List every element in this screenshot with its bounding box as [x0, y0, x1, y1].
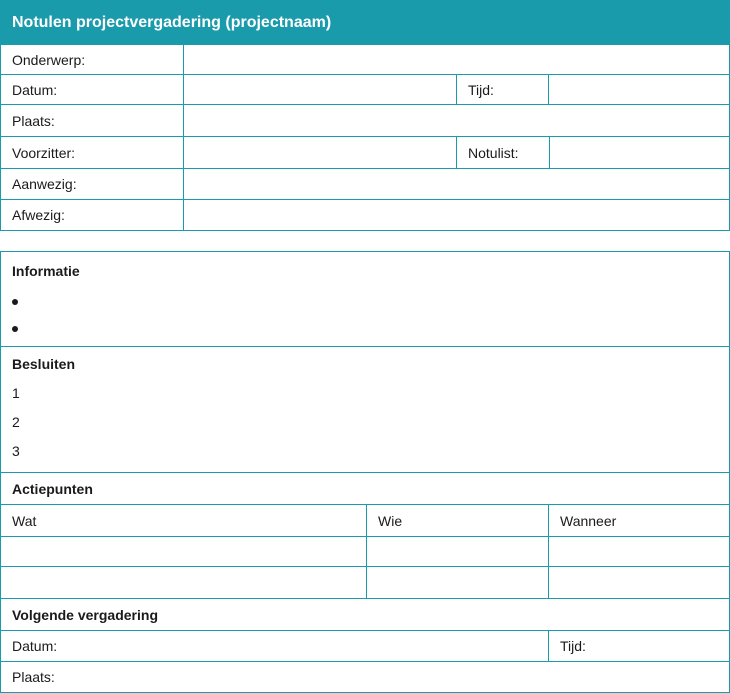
informatie-section[interactable] — [0, 251, 730, 347]
bullet-icon — [12, 326, 18, 332]
volgende-plaats-field[interactable] — [0, 661, 730, 693]
actie-row-1-wie[interactable] — [366, 536, 549, 567]
besluit-number-1: 1 — [12, 385, 20, 401]
besluit-number-2: 2 — [12, 414, 20, 430]
col-header-wie-text: Wie — [378, 512, 403, 529]
afwezig-label-text: Afwezig: — [12, 207, 65, 223]
document-title: Notulen projectvergadering (projectnaam) — [0, 0, 730, 45]
datum-label — [0, 74, 184, 105]
notulist-label-text: Notulist: — [468, 144, 519, 161]
onderwerp-field[interactable] — [183, 44, 730, 75]
col-header-wat — [0, 504, 367, 537]
datum-field[interactable] — [183, 74, 457, 105]
notulist-field[interactable] — [549, 136, 730, 169]
tijd-field[interactable] — [548, 74, 730, 105]
datum-label-text: Datum: — [12, 81, 58, 98]
actie-row-1-wanneer[interactable] — [548, 536, 730, 567]
col-header-wie — [366, 504, 549, 537]
actie-row-2-wat[interactable] — [0, 566, 367, 599]
volgende-datum-field[interactable] — [0, 630, 549, 662]
volgende-heading — [0, 598, 730, 631]
actie-row-2-wanneer[interactable] — [548, 566, 730, 599]
voorzitter-field[interactable] — [183, 136, 457, 169]
notulist-label — [456, 136, 550, 169]
aanwezig-label — [0, 168, 184, 200]
tijd-label-text: Tijd: — [468, 81, 494, 98]
tijd-label — [456, 74, 549, 105]
plaats-label — [0, 104, 184, 137]
besluit-number-3: 3 — [12, 443, 20, 459]
informatie-bullet-2 — [12, 317, 18, 337]
afwezig-field[interactable] — [183, 199, 730, 231]
volgende-heading-text: Volgende vergadering — [12, 606, 158, 623]
volgende-tijd-label: Tijd: — [560, 638, 586, 654]
col-header-wanneer-text: Wanneer — [560, 512, 617, 529]
actiepunten-heading — [0, 472, 730, 505]
plaats-label-text: Plaats: — [12, 112, 55, 129]
aanwezig-field[interactable] — [183, 168, 730, 200]
informatie-heading: Informatie — [12, 263, 80, 279]
onderwerp-label — [0, 44, 184, 75]
actie-row-1-wat[interactable] — [0, 536, 367, 567]
voorzitter-label — [0, 136, 184, 169]
besluiten-section[interactable] — [0, 346, 730, 473]
col-header-wanneer — [548, 504, 730, 537]
col-header-wat-text: Wat — [12, 512, 37, 529]
volgende-datum-label: Datum: — [12, 638, 58, 654]
actie-row-2-wie[interactable] — [366, 566, 549, 599]
onderwerp-label-text: Onderwerp: — [12, 51, 86, 68]
afwezig-label — [0, 199, 184, 231]
actiepunten-heading-text: Actiepunten — [12, 480, 93, 497]
besluiten-heading: Besluiten — [12, 356, 76, 372]
volgende-plaats-label: Plaats: — [12, 669, 55, 685]
plaats-field[interactable] — [183, 104, 730, 137]
informatie-bullet-1 — [12, 290, 18, 310]
voorzitter-label-text: Voorzitter: — [12, 144, 76, 161]
aanwezig-label-text: Aanwezig: — [12, 176, 77, 192]
bullet-icon — [12, 299, 18, 305]
volgende-tijd-field[interactable] — [548, 630, 730, 662]
